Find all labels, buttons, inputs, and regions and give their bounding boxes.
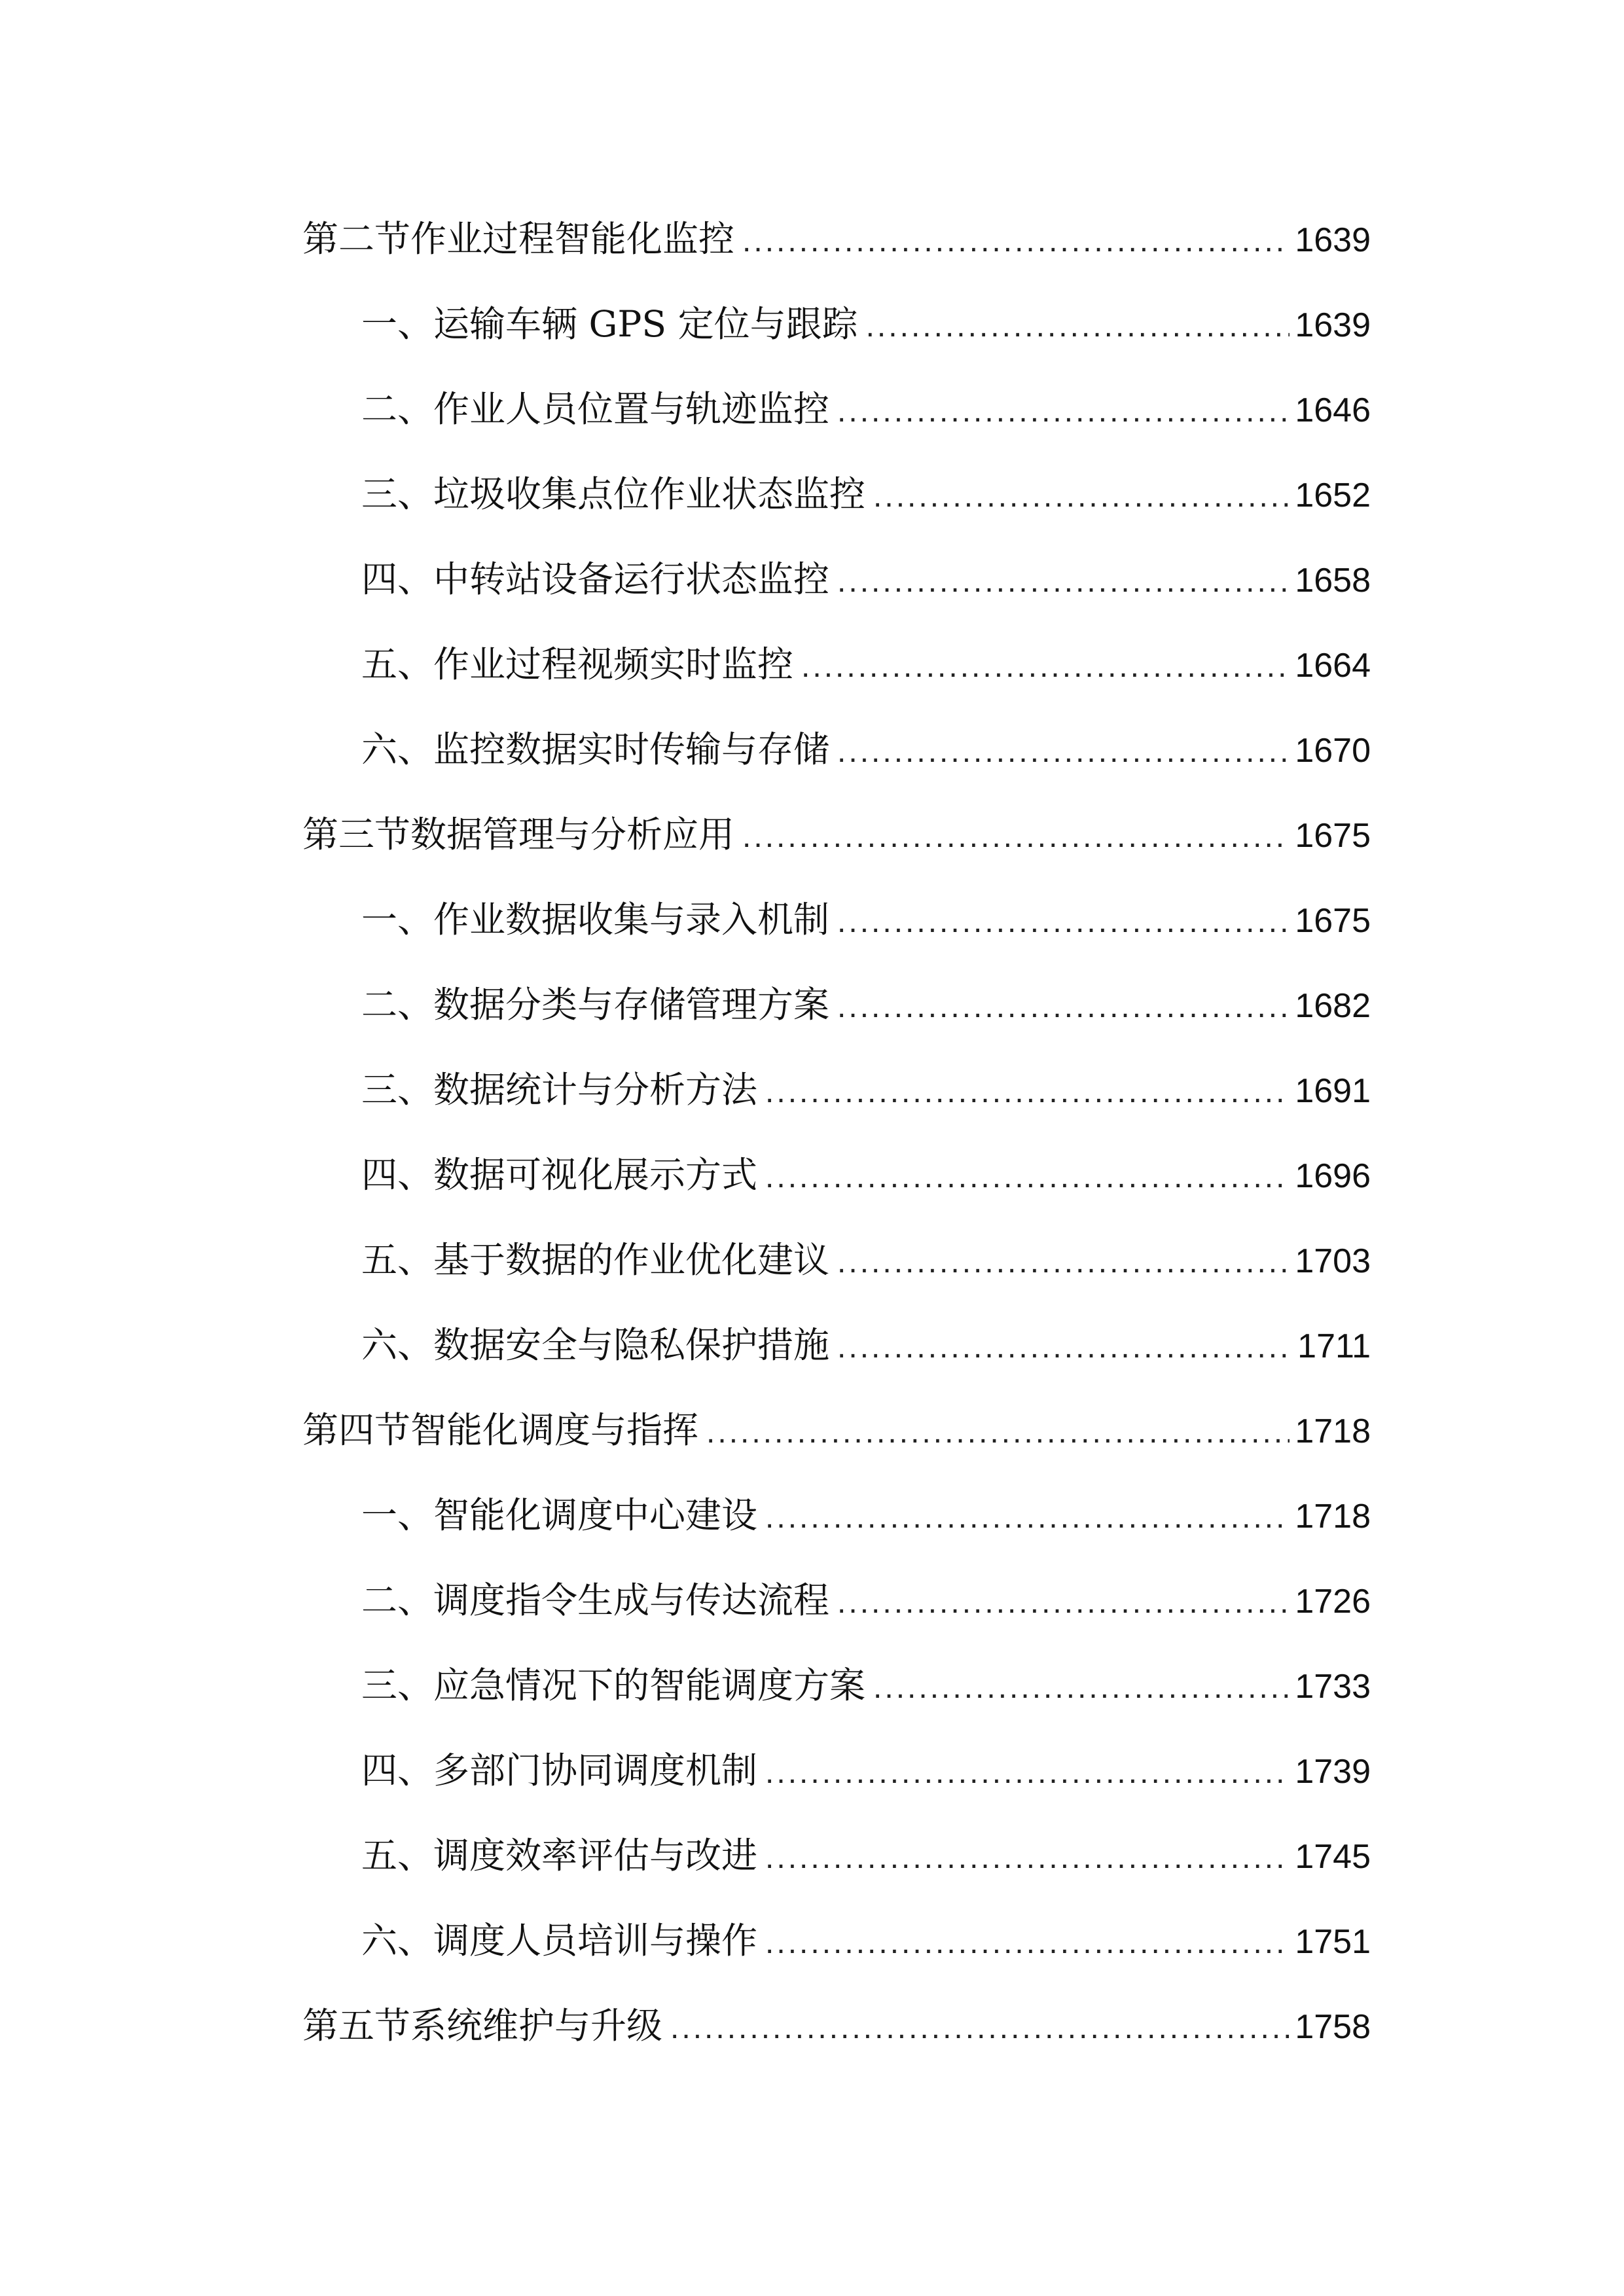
- toc-entry-title: 四、中转站设备运行状态监控: [361, 558, 830, 600]
- toc-page-number: 1646: [1295, 391, 1371, 429]
- toc-entry-title: 三、应急情况下的智能调度方案: [361, 1664, 866, 1706]
- toc-entry[interactable]: [302, 1826, 1371, 1911]
- toc-page-number: 1711: [1297, 1327, 1371, 1365]
- toc-entry-title: 二、数据分类与存储管理方案: [361, 984, 830, 1026]
- toc-entry[interactable]: [302, 1656, 1371, 1741]
- toc-entry[interactable]: [302, 1060, 1371, 1145]
- toc-page-number: 1751: [1295, 1923, 1371, 1961]
- toc-entry-title: 二、作业人员位置与轨迹监控: [361, 388, 830, 430]
- toc-dot-leader: [837, 723, 1290, 781]
- toc-entry-title: 二、调度指令生成与传达流程: [361, 1579, 830, 1621]
- toc-entry[interactable]: [302, 550, 1371, 635]
- toc-entry-title: 一、运输车辆 GPS 定位与跟踪: [361, 303, 858, 345]
- toc-entry-title: 三、垃圾收集点位作业状态监控: [361, 473, 866, 515]
- toc-dot-leader: [742, 212, 1290, 271]
- toc-dot-leader: [873, 467, 1290, 526]
- toc-dot-leader: [837, 382, 1290, 441]
- toc-entry[interactable]: [302, 1741, 1371, 1826]
- toc-entry-title: 一、智能化调度中心建设: [361, 1494, 758, 1536]
- toc-dot-leader: [765, 1063, 1290, 1122]
- toc-entry-title: 六、监控数据实时传输与存储: [361, 728, 830, 770]
- toc-dot-leader: [670, 1999, 1290, 2058]
- toc-entry-title: 六、数据安全与隐私保护措施: [361, 1324, 830, 1366]
- toc-page-number: 1670: [1295, 732, 1371, 770]
- toc-entry[interactable]: [302, 1571, 1371, 1656]
- toc-dot-leader: [706, 1403, 1290, 1462]
- toc-page-number: 1675: [1295, 817, 1371, 855]
- toc-dot-leader: [765, 1148, 1290, 1207]
- toc-dot-leader: [765, 1829, 1290, 1888]
- toc-entry[interactable]: [302, 1145, 1371, 1230]
- toc-dot-leader: [765, 1488, 1290, 1547]
- toc-page-number: 1758: [1295, 2008, 1371, 2046]
- toc-entry[interactable]: [302, 380, 1371, 465]
- toc-entry[interactable]: [302, 1230, 1371, 1316]
- toc-entry-title: 第二节作业过程智能化监控: [302, 218, 735, 260]
- toc-dot-leader: [837, 1318, 1292, 1377]
- toc-dot-leader: [866, 297, 1290, 356]
- toc-dot-leader: [801, 637, 1290, 696]
- toc-dot-leader: [837, 1233, 1290, 1292]
- toc-entry[interactable]: [302, 1401, 1371, 1486]
- toc-page-number: 1682: [1295, 987, 1371, 1025]
- toc-page-number: 1664: [1295, 647, 1371, 685]
- toc-entry[interactable]: [302, 295, 1371, 380]
- toc-dot-leader: [837, 893, 1290, 952]
- toc-page-number: 1691: [1295, 1072, 1371, 1110]
- toc-entry-title: 一、作业数据收集与录入机制: [361, 899, 830, 941]
- toc-entry-title: 四、数据可视化展示方式: [361, 1154, 758, 1196]
- toc-entry[interactable]: [302, 1996, 1371, 2081]
- toc-entry-title: 六、调度人员培训与操作: [361, 1920, 758, 1962]
- toc-page-number: 1739: [1295, 1753, 1371, 1791]
- toc-entry[interactable]: [302, 1316, 1371, 1401]
- toc-entry[interactable]: [302, 890, 1371, 975]
- toc-entry[interactable]: [302, 465, 1371, 550]
- toc-dot-leader: [837, 552, 1290, 611]
- toc-dot-leader: [873, 1659, 1290, 1717]
- toc-page-number: 1726: [1295, 1583, 1371, 1621]
- toc-entry-title: 三、数据统计与分析方法: [361, 1069, 758, 1111]
- toc-dot-leader: [765, 1914, 1290, 1973]
- toc-page-number: 1675: [1295, 902, 1371, 940]
- toc-entry-title: 五、作业过程视频实时监控: [361, 643, 794, 685]
- toc-entry-title: 第四节智能化调度与指挥: [302, 1409, 699, 1451]
- toc-page-number: 1733: [1295, 1668, 1371, 1706]
- table-of-contents: [302, 209, 1371, 2081]
- toc-entry[interactable]: [302, 209, 1371, 295]
- toc-page-number: 1718: [1295, 1498, 1371, 1535]
- toc-entry[interactable]: [302, 720, 1371, 805]
- toc-entry-title: 五、基于数据的作业优化建议: [361, 1239, 830, 1281]
- toc-entry[interactable]: [302, 1911, 1371, 1996]
- toc-dot-leader: [742, 808, 1290, 867]
- toc-page-number: 1703: [1295, 1242, 1371, 1280]
- toc-page-number: 1639: [1295, 306, 1371, 344]
- toc-dot-leader: [765, 1744, 1290, 1803]
- toc-entry-title: 四、多部门协同调度机制: [361, 1749, 758, 1791]
- toc-page-number: 1652: [1295, 476, 1371, 514]
- toc-page-number: 1639: [1295, 221, 1371, 259]
- toc-entry[interactable]: [302, 975, 1371, 1060]
- toc-page-number: 1696: [1295, 1157, 1371, 1195]
- toc-entry-title: 第三节数据管理与分析应用: [302, 814, 735, 855]
- toc-dot-leader: [837, 1573, 1290, 1632]
- toc-page-number: 1658: [1295, 562, 1371, 600]
- toc-dot-leader: [837, 978, 1290, 1037]
- toc-entry[interactable]: [302, 805, 1371, 890]
- toc-page-number: 1718: [1295, 1412, 1371, 1450]
- toc-entry-title: 第五节系统维护与升级: [302, 2005, 663, 2047]
- toc-entry[interactable]: [302, 1486, 1371, 1571]
- toc-entry[interactable]: [302, 635, 1371, 720]
- toc-page-number: 1745: [1295, 1838, 1371, 1876]
- toc-entry-title: 五、调度效率评估与改进: [361, 1835, 758, 1876]
